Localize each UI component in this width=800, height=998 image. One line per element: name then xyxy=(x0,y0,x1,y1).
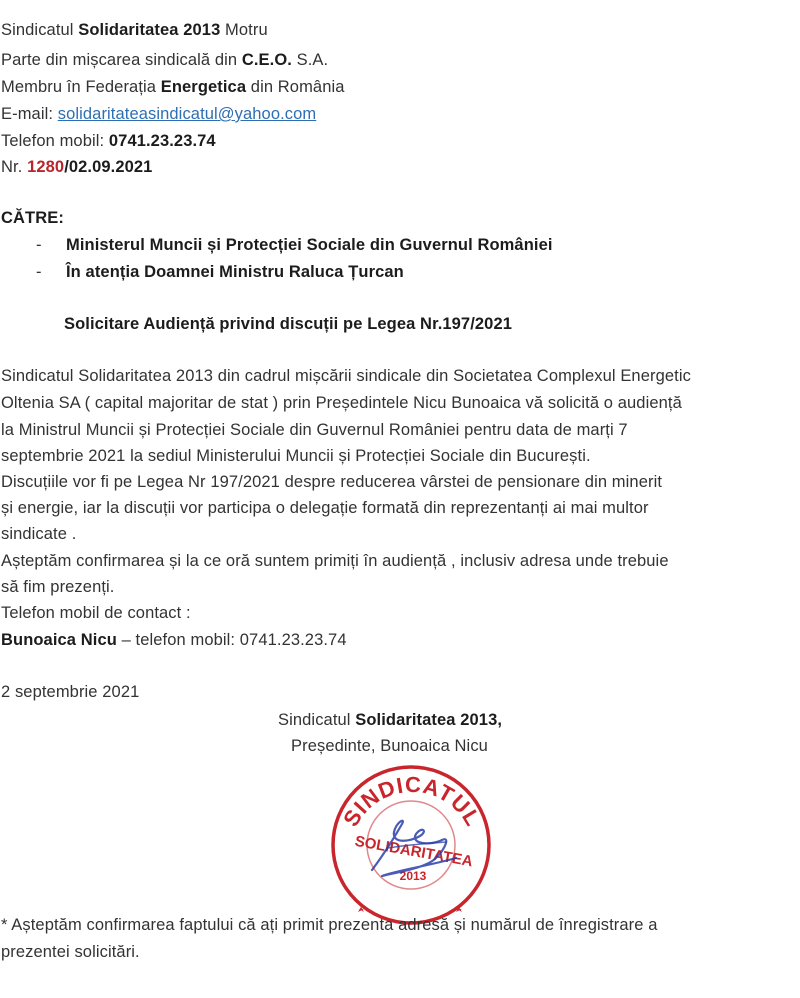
federation-name-bold: Energetica xyxy=(160,78,247,96)
header-union-name xyxy=(1,22,268,39)
list-dash: - xyxy=(36,236,42,254)
header-text: Membru în Federația xyxy=(1,78,161,96)
signature-union xyxy=(278,712,502,729)
phone-value: 0741.23.23.74 xyxy=(108,132,216,150)
letter-date: 2 septembrie 2021 xyxy=(1,683,140,701)
registration-number: 1280 xyxy=(27,158,65,176)
body-line: sindicate . xyxy=(1,525,77,543)
email-label: E-mail: xyxy=(1,105,58,123)
signature-text: Sindicatul xyxy=(278,711,356,729)
stamp-year-text: 2013 xyxy=(399,869,427,883)
body-line: și energie, iar la discuții vor participa o delegație formată din reprezentanți ai mai multor xyxy=(1,499,649,517)
body-line: Așteptăm confirmarea și la ce oră suntem primiți în audiență , inclusiv adresa unde trebuie xyxy=(1,552,669,570)
header-registration-number xyxy=(1,159,152,176)
recipient-item xyxy=(36,237,553,254)
body-line: Oltenia SA ( capital majoritar de stat ) prin Președintele Nicu Bunoaica vă solicită o audiență xyxy=(1,394,682,412)
header-text: din România xyxy=(246,78,345,96)
recipient-attention: În atenția Doamnei Ministru Raluca Țurcan xyxy=(66,263,404,281)
header-text: Parte din mișcarea sindicală din xyxy=(1,51,242,69)
recipient-ministry: Ministerul Muncii și Protecției Sociale din Guvernul României xyxy=(66,236,553,254)
subject-line xyxy=(64,316,512,333)
footer-note-line: * Așteptăm confirmarea faptului că ați primit prezenta adresă și numărul de înregistrare a xyxy=(1,916,658,934)
recipient-heading-text: CĂTRE: xyxy=(1,209,64,227)
header-phone xyxy=(1,133,216,150)
header-text: S.A. xyxy=(291,51,329,69)
header-text: Sindicatul xyxy=(1,21,79,39)
email-link[interactable]: solidaritateasindicatul@yahoo.com xyxy=(57,105,317,123)
header-email xyxy=(1,106,316,123)
contact-phone: – telefon mobil: 0741.23.23.74 xyxy=(116,631,347,649)
number-label: Nr. xyxy=(1,158,28,176)
contact-name: Bunoaica Nicu xyxy=(1,631,117,649)
footer-note-line: prezentei solicitări. xyxy=(1,943,140,961)
header-federation xyxy=(1,79,345,96)
stamp-middle-text: SOLIDARITATEA xyxy=(353,832,475,871)
company-name-bold: C.E.O. xyxy=(241,51,292,69)
subject-text: Solicitare Audiență privind discuții pe Legea Nr.197/2021 xyxy=(64,315,512,333)
contact-line xyxy=(1,632,347,649)
signature-union-bold: Solidaritatea 2013, xyxy=(355,711,503,729)
list-dash: - xyxy=(36,263,42,281)
recipient-heading xyxy=(1,210,64,227)
signature-president: Președinte, Bunoaica Nicu xyxy=(291,737,488,755)
body-line: Discuțiile vor fi pe Legea Nr 197/2021 despre reducerea vârstei de pensionare din minerit xyxy=(1,473,663,491)
union-stamp xyxy=(328,762,494,928)
header-text: Motru xyxy=(220,21,268,39)
registration-date: /02.09.2021 xyxy=(64,158,153,176)
recipient-item xyxy=(36,264,404,281)
body-line: Telefon mobil de contact : xyxy=(1,604,191,622)
union-name-bold: Solidaritatea 2013 xyxy=(78,21,221,39)
phone-label: Telefon mobil: xyxy=(1,132,109,150)
body-line: septembrie 2021 la sediul Ministerului Muncii și Protecției Sociale din București. xyxy=(1,447,591,465)
body-line: la Ministrul Muncii și Protecției Sociale din Guvernul României pentru data de marți 7 xyxy=(1,421,628,439)
stamp-top-text: SINDICATUL xyxy=(338,771,486,831)
body-line: să fim prezenți. xyxy=(1,578,115,596)
header-affiliation xyxy=(1,52,328,69)
body-line: Sindicatul Solidaritatea 2013 din cadrul mișcării sindicale din Societatea Complexul Energetic xyxy=(1,367,691,385)
